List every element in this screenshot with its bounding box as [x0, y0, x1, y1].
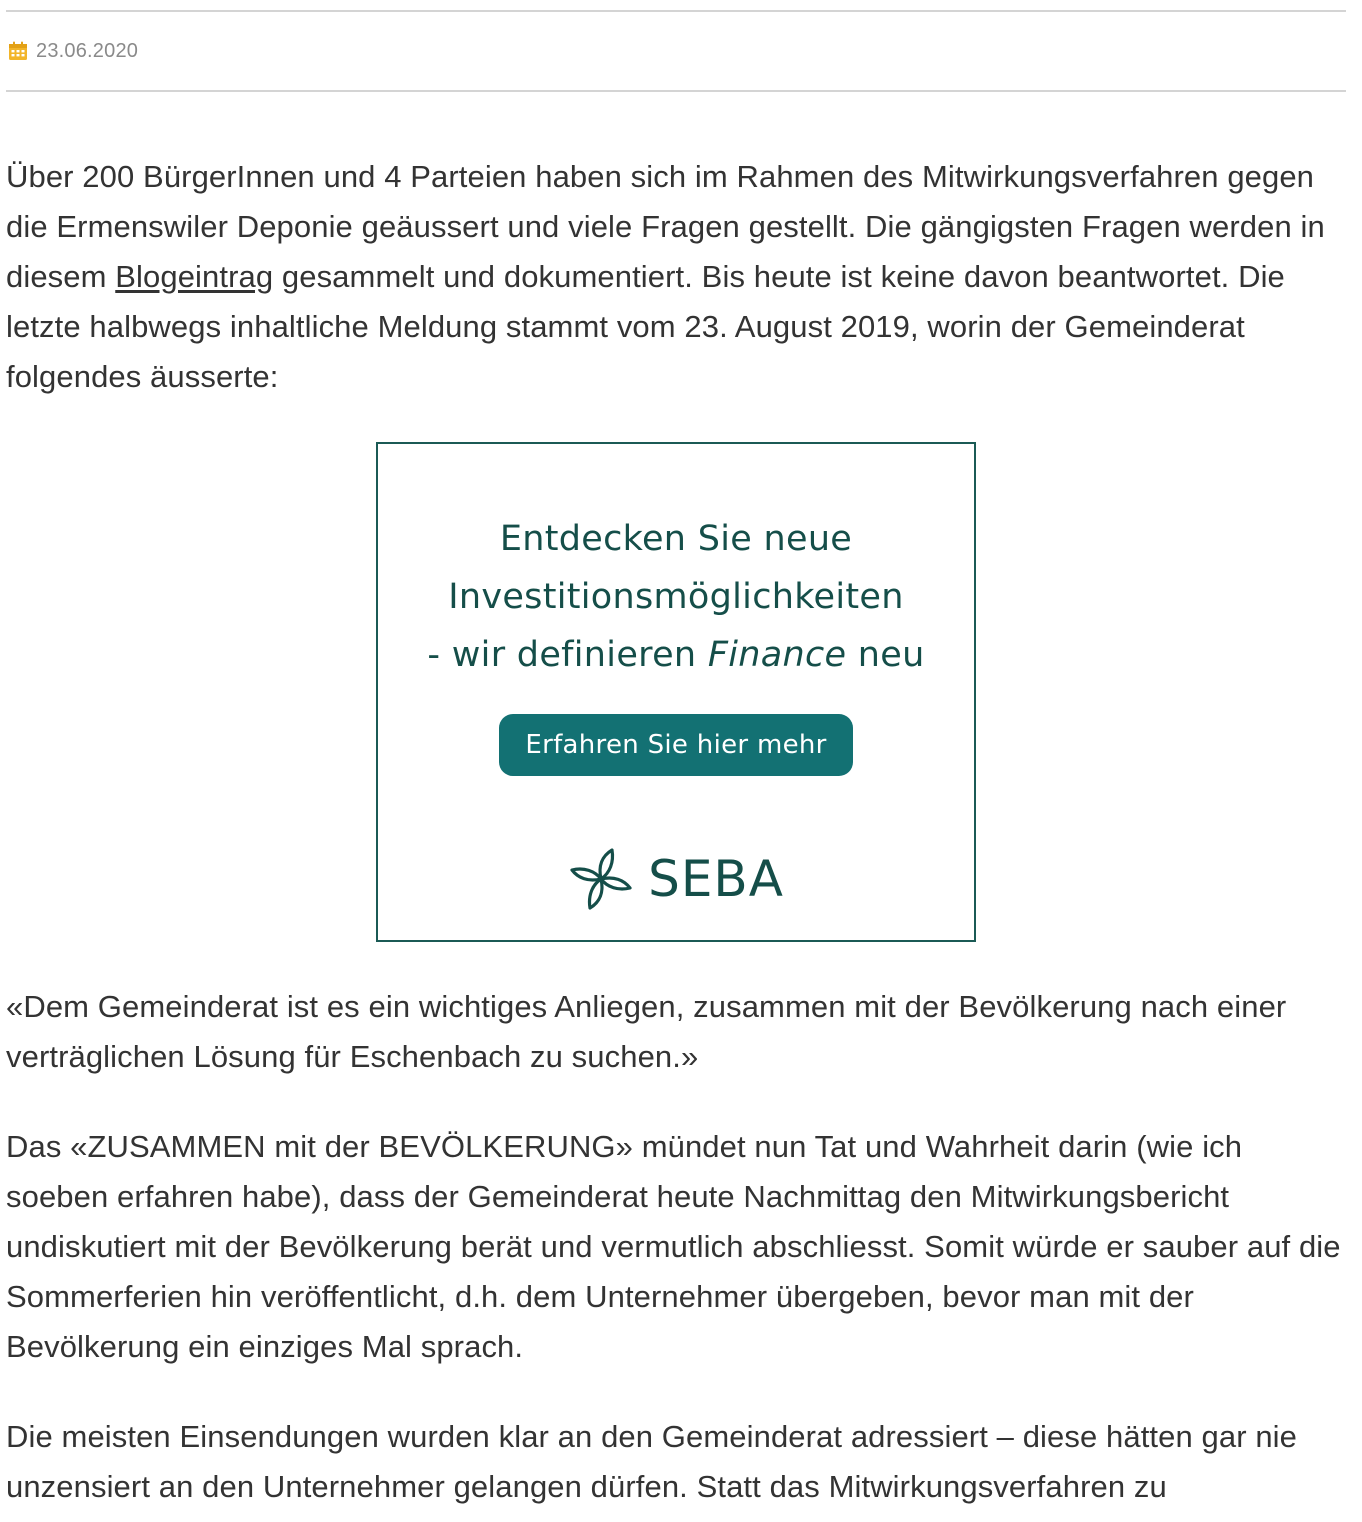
top-divider	[6, 10, 1346, 12]
ad-headline-finance: Finance	[707, 635, 847, 675]
ad-learn-more-button[interactable]: Erfahren Sie hier mehr	[499, 714, 853, 776]
blogeintrag-link[interactable]: Blogeintrag	[115, 259, 274, 294]
meta-divider	[6, 90, 1346, 92]
calendar-icon	[8, 41, 28, 61]
post-date: 23.06.2020	[36, 39, 139, 62]
seba-advertisement[interactable]	[376, 442, 976, 942]
post-meta	[8, 38, 138, 64]
seba-wordmark: SEBA	[648, 850, 784, 908]
ad-headline-line-3-after: neu	[846, 635, 925, 675]
paragraph-intro	[6, 152, 1352, 402]
ad-headline-line-2: Investitionsmöglichkeiten	[448, 577, 904, 617]
paragraph-einsendungen: Die meisten Einsendungen wurden klar an den Gemeinderat adressiert – diese hätten gar nie unzensiert an den Unternehmer gelangen dürfen. Statt das Mitwirkungsverfahren zu	[6, 1419, 1298, 1504]
paragraph-intro-text-after: gesammelt und dokumentiert. Bis heute ist keine davon beantwortet. Die letzte halbwegs inhaltliche Meldung stammt vom 23. August 2019, worin der Gemeinderat folgendes äusserte:	[6, 259, 1285, 394]
ad-headline-line-3-before: - wir definieren	[427, 635, 708, 675]
paragraph-intro-text-before: Über 200 BürgerInnen und 4 Parteien haben sich im Rahmen des Mitwirkungsverfahren gegen die Ermenswiler Deponie geäussert und viele Fragen gestellt. Die gängigsten Fragen werden in diesem	[6, 159, 1325, 294]
ad-headline-line-1: Entdecken Sie neue	[499, 519, 853, 559]
ad-headline-line-3	[427, 626, 924, 684]
paragraph-quote: «Dem Gemeinderat ist es ein wichtiges Anliegen, zusammen mit der Bevölkerung nach einer verträglichen Lösung für Eschenbach zu suchen.»	[6, 989, 1287, 1074]
article-body	[6, 152, 1352, 1512]
seba-logo	[568, 846, 784, 912]
ad-headline	[427, 510, 924, 684]
seba-leaf-icon	[568, 846, 634, 912]
paragraph-zusammen: Das «ZUSAMMEN mit der BEVÖLKERUNG» mündet nun Tat und Wahrheit darin (wie ich soeben erfahren habe), dass der Gemeinderat heute Nachmittag den Mitwirkungsbericht undiskutiert mit der Bevölkerung berät und vermutlich abschliesst. Somit würde er sauber auf die Sommerferien hin veröffentlicht, d.h. dem Unternehmer übergeben, bevor man mit der Bevölkerung ein einziges Mal sprach.	[6, 1129, 1341, 1364]
